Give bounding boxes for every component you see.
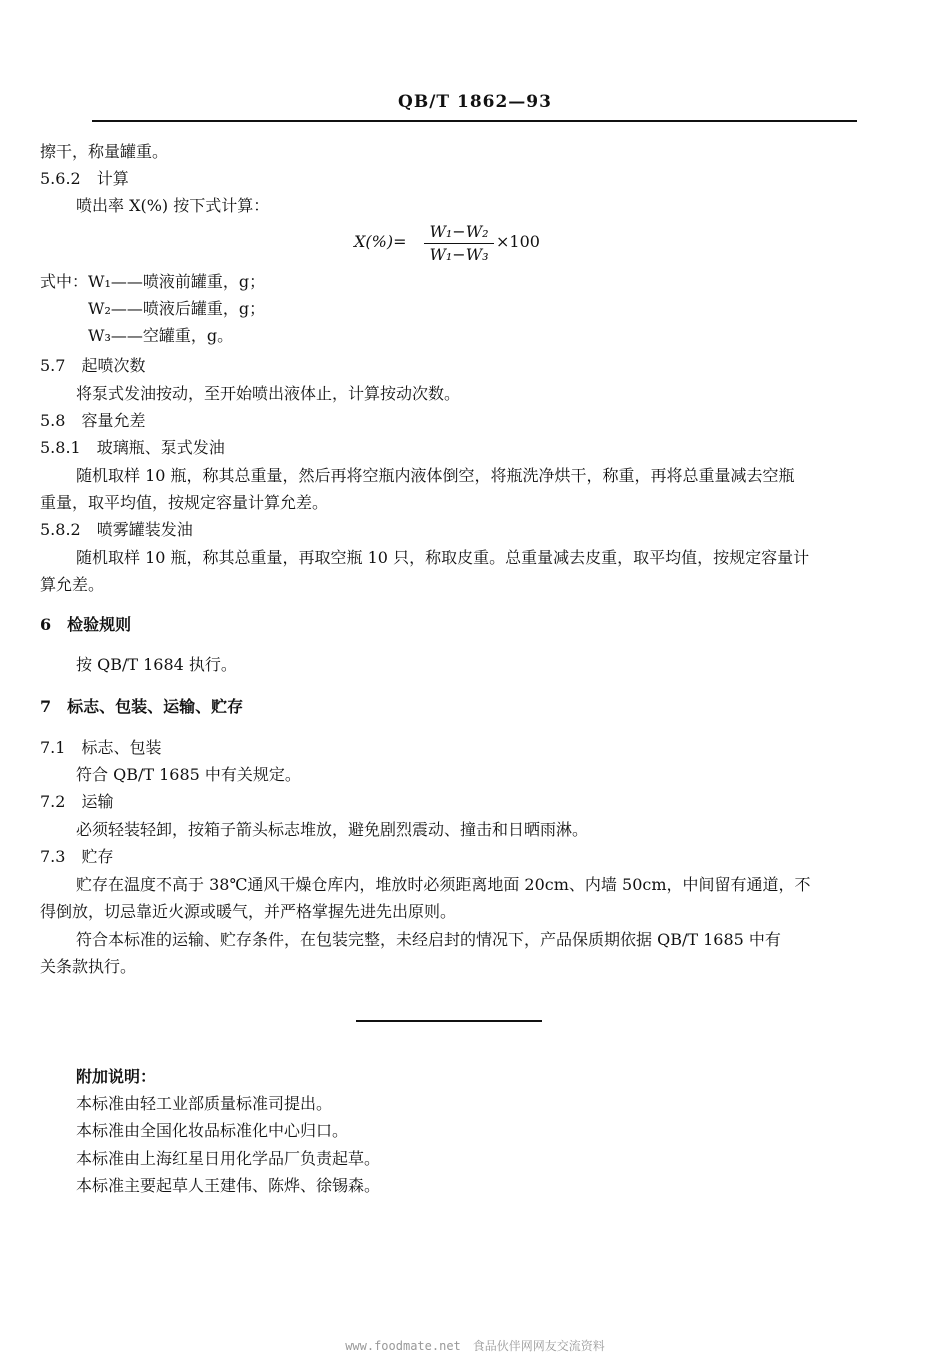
section-5-7-heading: 5.7 起喷次数 [40,356,146,375]
appendix-line: 本标准由上海红星日用化学品厂负责起草。 [76,1149,381,1168]
formula-fraction [424,222,494,265]
appendix-title: 附加说明： [76,1067,157,1086]
section-6-heading: 6 检验规则 [40,615,132,634]
text-line: 将泵式发油按动，至开始喷出液体止，计算按动次数。 [76,384,461,403]
text-line: 必须轻装轻卸，按箱子箭头标志堆放，避免剧烈震动、撞击和日晒雨淋。 [76,820,589,839]
text-line: 喷出率 X(%) 按下式计算： [76,196,270,215]
text-line: 关条款执行。 [40,957,137,976]
section-divider [356,1020,542,1022]
appendix-line: 本标准主要起草人王建伟、陈烨、徐锡森。 [76,1176,381,1195]
appendix-line: 本标准由全国化妆品标准化中心归口。 [76,1121,349,1140]
formula-denominator: W₁−W₃ [429,245,489,264]
text-line: 得倒放，切忌靠近火源或暖气，并严格掌握先进先出原则。 [40,902,457,921]
document-code-header: QB/T 1862—93 [398,92,552,112]
section-7-heading: 7 标志、包装、运输、贮存 [40,697,244,716]
formula-rhs: ×100 [496,232,540,251]
text-line: 重量，取平均值，按规定容量计算允差。 [40,493,329,512]
text-line: 擦干，称量罐重。 [40,142,169,161]
text-line: 按 QB/T 1684 执行。 [76,655,237,674]
text-line: 贮存在温度不高于 38℃通风干燥仓库内，堆放时必须距离地面 20cm、内墙 50cm，中间留有通道，不 [76,875,811,894]
section-5-8-1-heading: 5.8.1 玻璃瓶、泵式发油 [40,438,225,457]
text-line: 符合本标准的运输、贮存条件，在包装完整，未经启封的情况下，产品保质期依据 QB/T 1685 中有 [76,930,781,949]
text-line: 算允差。 [40,575,105,594]
text-line: 随机取样 10 瓶，称其总重量，然后再将空瓶内液体倒空，将瓶洗净烘干，称重，再将总重量减去空瓶 [76,466,795,485]
text-line: 符合 QB/T 1685 中有关规定。 [76,765,301,784]
section-7-2-heading: 7.2 运输 [40,792,114,811]
text-line: 随机取样 10 瓶，称其总重量，再取空瓶 10 只，称取皮重。总重量减去皮重，取平均值，按规定容量计 [76,548,810,567]
section-5-8-heading: 5.8 容量允差 [40,411,146,430]
variable-definition: W₂——喷液后罐重，g； [88,299,266,318]
footer-watermark: www.foodmate.net 食品伙伴网网友交流资料 [345,1339,605,1353]
section-5-6-2-heading: 5.6.2 计算 [40,169,129,188]
variable-definition: 式中：W₁——喷液前罐重，g； [40,272,266,291]
section-7-3-heading: 7.3 贮存 [40,847,114,866]
variable-definition: W₃——空罐重，g。 [88,326,234,345]
header-rule [92,120,857,122]
appendix-line: 本标准由轻工业部质量标准司提出。 [76,1094,333,1113]
formula-numerator: W₁−W₂ [424,222,494,244]
formula-lhs: X(%)= [354,232,407,251]
section-7-1-heading: 7.1 标志、包装 [40,738,162,757]
section-5-8-2-heading: 5.8.2 喷雾罐装发油 [40,520,193,539]
